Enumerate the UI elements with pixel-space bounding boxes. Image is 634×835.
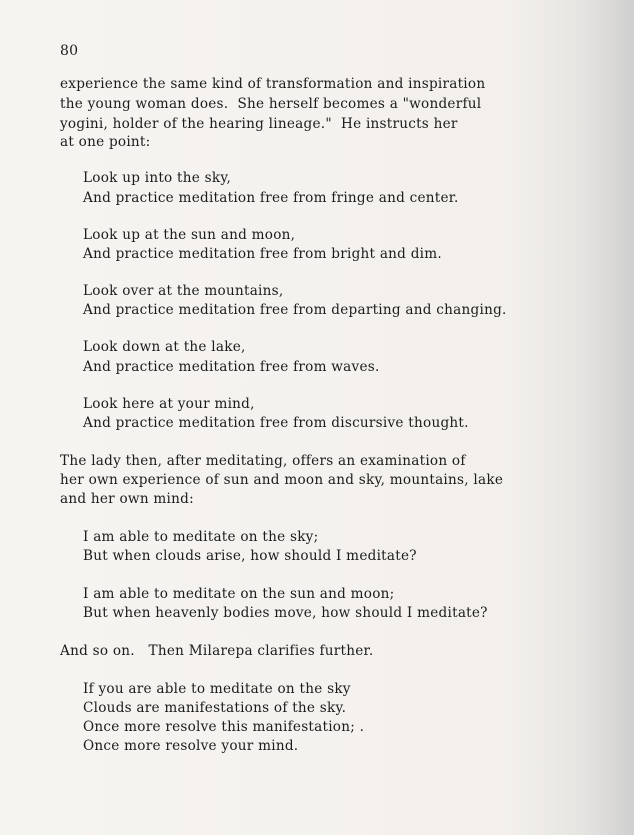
verse-line: I am able to meditate on the sky; bbox=[83, 529, 319, 545]
verse-line: Clouds are manifestations of the sky. bbox=[83, 700, 347, 716]
verse-line: I am able to meditate on the sun and moon; bbox=[83, 586, 395, 602]
text-line: the young woman does. She herself becomes a "wonderful bbox=[60, 96, 482, 112]
page-number: 80 bbox=[60, 43, 79, 59]
text-line: experience the same kind of transformation and inspiration bbox=[60, 76, 486, 92]
verse-line: Once more resolve your mind. bbox=[83, 738, 299, 754]
verse-line: If you are able to meditate on the sky bbox=[83, 681, 351, 697]
verse-line: Look here at your mind, bbox=[83, 396, 255, 412]
verse-line: Look up into the sky, bbox=[83, 170, 232, 186]
verse-line: Look over at the mountains, bbox=[83, 283, 284, 299]
verse-line: And practice meditation free from bright and dim. bbox=[83, 246, 442, 262]
text-line: And so on. Then Milarepa clarifies further. bbox=[60, 643, 374, 659]
verse-line: Look down at the lake, bbox=[83, 339, 246, 355]
verse-line: But when heavenly bodies move, how should I meditate? bbox=[83, 605, 488, 621]
verse-line: And practice meditation free from fringe and center. bbox=[83, 190, 459, 206]
verse-line: And practice meditation free from departing and changing. bbox=[83, 302, 507, 318]
text-line: The lady then, after meditating, offers an examination of bbox=[60, 453, 466, 469]
verse-line: And practice meditation free from waves. bbox=[83, 359, 380, 375]
text-line: at one point: bbox=[60, 134, 151, 150]
text-line: her own experience of sun and moon and sky, mountains, lake bbox=[60, 472, 504, 488]
verse-line: But when clouds arise, how should I meditate? bbox=[83, 548, 417, 564]
verse-line: Once more resolve this manifestation; . bbox=[83, 719, 365, 735]
text-line: and her own mind: bbox=[60, 491, 194, 507]
verse-line: Look up at the sun and moon, bbox=[83, 227, 296, 243]
text-line: yogini, holder of the hearing lineage." He instructs her bbox=[60, 116, 458, 132]
verse-line: And practice meditation free from discursive thought. bbox=[83, 415, 469, 431]
